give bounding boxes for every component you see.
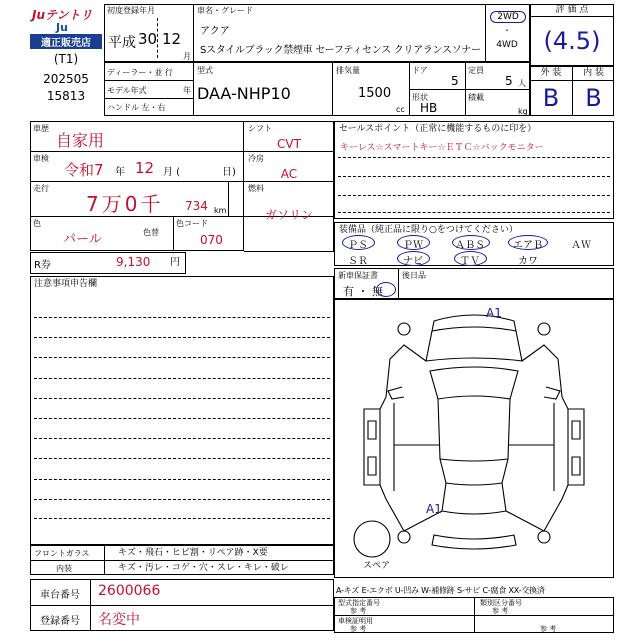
reg-month: 12: [162, 30, 182, 48]
footer-cell1-sub: 参 考: [350, 607, 367, 615]
color-replace-label: 色替: [143, 228, 159, 237]
color-value: パール: [63, 232, 102, 247]
logo-brand: Juテントリ: [32, 8, 93, 22]
exterior-grade: B: [542, 84, 560, 112]
reg-era: 平成: [108, 35, 136, 51]
aircon-value: AC: [280, 167, 298, 181]
rating-value: (4.5): [543, 27, 601, 55]
exterior-label: 外 装: [540, 68, 562, 78]
usage-value: 自家用: [56, 131, 105, 150]
recycle-unit: 円: [170, 257, 180, 268]
load-label: 積載: [468, 93, 484, 102]
model-year-label: モデル年式: [107, 86, 147, 95]
aircon-label: 冷房: [248, 154, 264, 163]
equip-abs-circle: [452, 235, 490, 250]
inspection-month-unit: 月 (: [163, 167, 181, 178]
equip-airbag: エアＢ: [513, 240, 543, 251]
inspection-year-unit: 年: [115, 167, 125, 178]
name-grade-label: 車名・グレード: [197, 6, 253, 15]
cc-unit: cc: [396, 105, 405, 114]
mileage-unit: km: [214, 206, 227, 215]
registration-label: 登録番号: [40, 616, 80, 627]
spare-label: スペア: [363, 561, 391, 571]
reg-month-unit: 月: [183, 52, 191, 61]
fuel-label: 燃料: [248, 184, 264, 193]
warranty-label: 新車保証書: [338, 271, 378, 280]
model-label: 型式: [197, 66, 213, 75]
equip-leather: カワ: [518, 256, 538, 267]
t-code: (T1): [53, 52, 79, 66]
capacity-label: 定員: [468, 66, 484, 75]
registration-value: 名変中: [98, 612, 140, 628]
recycle-value: 9,130: [116, 255, 151, 269]
sales-points-box: [334, 121, 614, 219]
recycle-box: [30, 252, 186, 274]
shift-label: シフト: [248, 124, 272, 133]
damage-mark-rear: A1: [426, 502, 442, 516]
inspection-era: 令和7: [64, 161, 104, 179]
reg-year-label: 初度登録年月: [107, 6, 155, 15]
equip-aw: ＡＷ: [571, 240, 591, 251]
footer-cell2-sub: 参 考: [492, 607, 509, 615]
drive-4wd: 4WD: [496, 40, 518, 50]
drive-2wd: 2WD: [490, 11, 526, 23]
reg-year: 30: [138, 30, 158, 48]
door-count: 5: [451, 74, 459, 88]
lot-number-line2: 15813: [46, 89, 86, 103]
mileage-detail: 734: [185, 199, 208, 213]
equip-tv-circle: [454, 251, 487, 266]
fuel-value: ガソリン: [264, 208, 313, 222]
body-type: HB: [420, 101, 438, 115]
mileage-value: 7万0千: [86, 192, 164, 216]
logo-sub-mark: Ju: [56, 21, 68, 34]
windshield-label: フロントガラス: [34, 549, 90, 558]
drive-dot: ・: [503, 26, 511, 35]
recycle-label: R券: [34, 260, 51, 271]
color-code: 070: [200, 233, 223, 247]
usage-label: 車歴: [33, 124, 49, 133]
interior-label: 内 装: [583, 68, 604, 78]
chassis-label: 車台番号: [40, 590, 80, 601]
interior-cond-value: キズ・汚レ・コゲ・穴・スレ・キレ・破レ: [118, 563, 289, 573]
notes-label: 注意事項申告欄: [34, 279, 98, 289]
load-unit: kg: [518, 107, 528, 116]
footer-cell3-sub: 参 考: [350, 625, 367, 633]
car-outline-diagram: [334, 299, 614, 578]
model-year-unit: 年: [183, 86, 191, 95]
damage-mark-front: A1: [486, 306, 502, 320]
footer-cell1-label: 型式指定番号: [338, 599, 380, 607]
sales-points-label: セールスポイント（正常に機能するものに印を）: [339, 124, 537, 134]
equip-pw: ＰＷ: [403, 240, 423, 251]
registered-later-label: 後日品: [402, 271, 426, 280]
shift-value: CVT: [277, 137, 301, 151]
footer-cell4-sub: 参 考: [540, 625, 557, 633]
equip-navi: ナビ: [403, 256, 423, 267]
color-code-label: 色コード: [176, 219, 208, 228]
displacement-value: 1500: [358, 86, 392, 101]
lot-number-line1: 202505: [43, 72, 89, 86]
inspection-label: 車検: [33, 154, 49, 163]
model-code: DAA-NHP10: [197, 84, 291, 103]
damage-legend: A-キズ E-エクボ U-凹み W-補修跡 S-サビ C-腐食 XX-交換済: [336, 586, 545, 595]
equip-navi-circle: [397, 251, 430, 266]
equip-sr: ＳＲ: [348, 256, 368, 267]
warranty-selected-circle: [376, 282, 396, 297]
inspection-day-unit: 日): [222, 167, 236, 178]
body-label: 形状: [412, 93, 428, 102]
door-label: ドア: [412, 66, 428, 75]
footer-cell2-label: 類別区分番号: [480, 599, 522, 607]
capacity-count: 5: [505, 74, 513, 88]
equip-airbag-circle: [508, 235, 548, 250]
rating-label: 評 価 点: [555, 5, 589, 15]
equip-pw-circle: [397, 235, 430, 250]
equip-ps: ＰＳ: [348, 240, 368, 251]
footer-cell3-label: 車検証明用: [338, 617, 373, 625]
dealer-logo: [30, 6, 104, 48]
equip-abs: ＡＢＳ: [455, 240, 485, 251]
inspection-month: 12: [135, 159, 155, 177]
sales-points-text: キーレス☆スマートキー☆ＥＴＣ☆バックモニター: [340, 143, 544, 153]
handle-label: ハンドル 左・右: [107, 103, 166, 112]
equip-tv: ＴＶ: [460, 256, 480, 267]
car-name: アクア: [200, 26, 230, 37]
car-grade: Sスタイルブラック禁煙車 セーフティセンス クリアランスソナー: [200, 45, 481, 56]
windshield-value: キズ・飛石・ヒビ割・リペア跡・X要: [118, 548, 268, 558]
warranty-value: 有 ・ 無: [343, 285, 383, 298]
color-label: 色: [33, 219, 41, 228]
logo-dealer-label: 適正販売店: [30, 34, 102, 49]
displacement-label: 排気量: [336, 66, 360, 75]
capacity-unit: 人: [518, 79, 526, 88]
equip-ps-circle: [342, 235, 375, 250]
dealer-import-label: ディーラー・並 行: [107, 68, 173, 77]
mileage-label: 走行: [33, 184, 49, 193]
chassis-number: 2600066: [98, 583, 161, 599]
equipment-label: 装備品（純正品に限り○をつけてください）: [339, 225, 518, 235]
interior-cond-label: 内装: [56, 564, 72, 573]
interior-grade: B: [585, 84, 602, 112]
